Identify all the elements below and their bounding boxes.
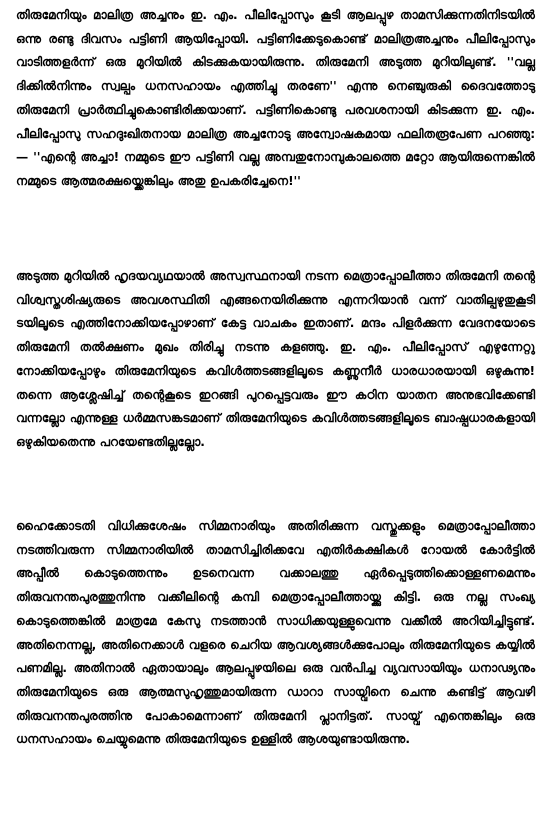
paragraph-2: അടുത്ത മുറിയിൽ ഹൃദയവ്യഥയാൽ അസ്വസ്ഥനായി നടന്ന മെത്രാപ്പോലീത്താ തിരുമേനി തന്റെ വിശ്വസ്തശിഷ്യരുടെ അവശസ്ഥിതി എങ്ങനെയിരിക്കുന്നു എന്നറിയാൻ വന്ന് വാതില്പഴുതുകൂടി ടയിലൂടെ എത്തിനോക്കിയപ്പോഴാണ് കേട്ട വാചകം ഇതാണ്. മന്ദം പിളർക്കുന്ന വേദനയോടെ തിരുമേനി തൽക്ഷണം മുഖം തിരിച്ചു നടന്നു കളഞ്ഞു. ഇ. എം. പീലിപ്പോസ് എഴുന്നേറ്റു നോക്കിയപ്പോഴും തിരുമേനിയുടെ കവിൾത്തടങ്ങളിലൂടെ കണ്ണുനീർ ധാരധാരയായി ഒഴുകുന്നു! തന്നെ ആശ്ലേഷിച്ച് തന്റെകൂടെ ഇറങ്ങി പുറപ്പെട്ടവരും ഈ കഠിന യാതന അനുഭവിക്കേണ്ടി വന്നല്ലോ എന്നുള്ള ധർമ്മസങ്കടമാണ് തിരുമേനിയുടെ കവിൾത്തടങ്ങളിലൂടെ ബാഷ്പധാരകളായി ഒഴുകിയതെന്നു പറയേണ്ടതില്ലല്ലോ. [16, 269, 535, 449]
paragraph-1: തിരുമേനിയും മാലിത്ര അച്ചനും ഇ. എം. പീലിപ്പോസും കൂടി ആലപ്പുഴ താമസിക്കുന്നതിനിടയിൽ ഒന്നു രണ്ടു ദിവസം പട്ടിണി ആയിപ്പോയി. പട്ടിണിക്കേടുകൊണ്ട് മാലിത്രഅച്ചനും പീലിപ്പോസും വാടിത്തളർന്ന് ഒരു മുറിയിൽ കിടക്കുകയായിരുന്നു. തിരുമേനി അടുത്ത മുറിയിലുണ്ട്. ''വല്ല ദിക്കിൽനിന്നും സ്വല്പം ധനസഹായം എത്തിച്ചു തരണേ'' എന്നു നെഞ്ചുരുകി ദൈവത്തോടു തിരുമേനി പ്രാർത്ഥിച്ചുകൊണ്ടിരിക്കയാണ്. പട്ടിണികൊണ്ടു പരവശനായി കിടക്കുന്ന ഇ. എം. പീലിപ്പോസു സഹദുഃഖിതനായ മാലിത്ര അച്ചനോടു അന്വോഷകമായ ഫലിതരൂപേണ പറഞ്ഞു: — ''എന്റെ അച്ചാ! നമ്മുടെ ഈ പട്ടിണി വല്ല അമ്പതുനോമ്പുകാലത്തെ മറ്റോ ആയിരുന്നെങ്കിൽ നമ്മുടെ ആത്മരക്ഷയ്ക്കെങ്കിലും അതു ഉപകരിച്ചേനെ!'' [16, 8, 535, 188]
paragraph-3: ഹൈക്കോടതി വിധിക്കുശേഷം സിമ്മനാരിയും അതിരിക്കുന്ന വസ്തുക്കളും മെത്രാപ്പോലീത്താ നടത്തിവരുന്ന സിമ്മനാരിയിൽ താമസിച്ചിരിക്കവേ എതിർകക്ഷികൾ റോയൽ കോർട്ടിൽ അപ്പീൽ കൊടുത്തെന്നും ഉടനെവന്ന വക്കാലത്തു ഏർപ്പെടുത്തിക്കൊള്ളണമെന്നും തിരുവനന്തപുരത്തുനിന്നു വക്കീലിന്റെ കമ്പി മെത്രാപ്പോലീത്തായ്ക്കു കിട്ടി. ഒരു നല്ല സംഖ്യ കൊടുത്തെങ്കിൽ മാത്രമേ കേസു നടത്താൻ സാധിക്കയുള്ളുവെന്നു വക്കീൽ അറിയിച്ചിട്ടുണ്ട്. അതിനെന്നല്ല, അതിനെക്കാൾ വളരെ ചെറിയ ആവശ്യങ്ങൾക്കുപോലും തിരുമേനിയുടെ കയ്യിൽ പണമില്ല. അതിനാൽ ഏതായാലും ആലപ്പുഴയിലെ ഒരു വൻപിച്ച വ്യവസായിയും ധനാഢ്യനും തിരുമേനിയുടെ ഒരു ആത്മസുഹൃത്തുമായിരുന്ന ഡാറാ സായ്വിനെ ചെന്നു കണ്ടിട്ട് ആവഴി തിരുവനന്തപുരത്തിനു പോകാമെന്നാണ് തിരുമേനി പ്ലാനിട്ടത്. സായ്വ് എന്തെങ്കിലും ഒരു ധനസഹായം ചെയ്യുമെന്നു തിരുമേനിയുടെ ഉള്ളിൽ ആശയുണ്ടായിരുന്നു. [16, 519, 535, 747]
